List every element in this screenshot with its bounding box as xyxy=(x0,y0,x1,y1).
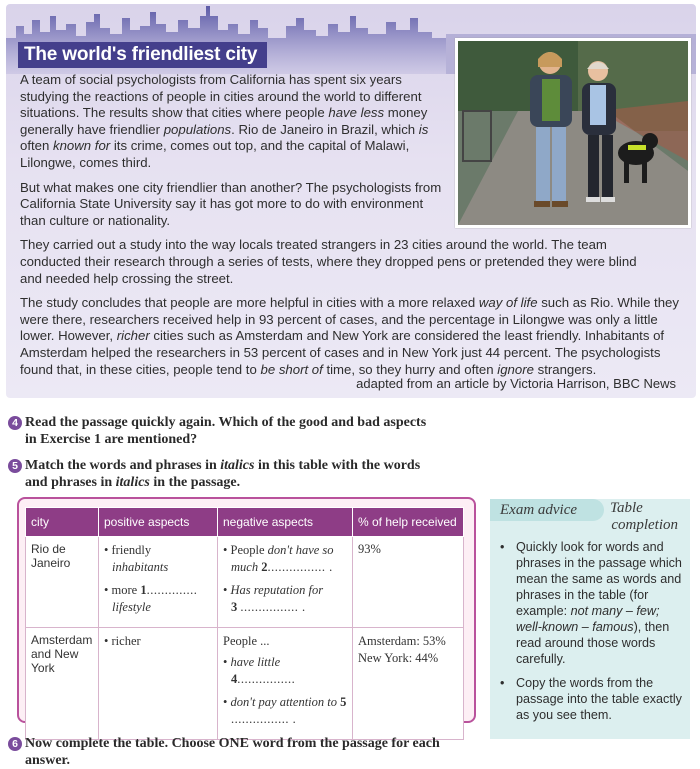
table-header-row xyxy=(26,508,464,537)
cell-city-amsterdam: Amsterdam and New York xyxy=(26,628,99,740)
exam-advice-item-2: • Copy the words from the passage into the table exactly as you see them. xyxy=(498,675,684,723)
cell-negative-amsterdam: People ... • have little 4................ • don't pay attention to 5 ................ . xyxy=(218,628,353,740)
table-row-rio xyxy=(26,537,464,628)
header-help-percent: % of help received xyxy=(353,508,464,537)
exercise-6: 6 Now complete the table. Choose ONE word from the passage for each answer. xyxy=(8,735,440,769)
exercise-4: 4 Read the passage quickly again. Which of the good and bad aspects in Exercise 1 are mentioned? xyxy=(8,414,426,448)
article-paragraph-2: But what makes one city friendlier than another? The psychologists from California State University say it has got more to do with environment than culture or nationality. xyxy=(20,179,442,228)
exercise-5: 5 Match the words and phrases in italics in this table with the words and phrases in italics in the passage. xyxy=(8,457,420,491)
article-paragraph-3: They carried out a study into the way locals treated strangers in 23 cities around the world. The team conducted their research through a series of tests, where they dropped pens or pretended they were blind and needed help crossing the street. xyxy=(20,237,637,286)
exam-advice-title: Table xyxy=(610,500,643,516)
exam-advice-subtitle: completion xyxy=(611,517,678,533)
header-city: city xyxy=(26,508,99,537)
cell-positive-rio: • friendly inhabitants • more 1.............. lifestyle xyxy=(99,537,218,628)
gap-5-number: 5 xyxy=(340,695,347,709)
cell-percent-amsterdam: Amsterdam: 53% New York: 44% xyxy=(353,628,464,740)
gap-3-number: 3 xyxy=(231,600,238,614)
exam-advice-box xyxy=(490,499,690,739)
article-paragraph-4: The study concludes that people are more helpful in cities with a more relaxed way of life such as Rio. While they were there, researchers received help in 93 percent of cases, and the percentage in Lilongwe was only a little lower. However, richer cities such as Amsterdam and New York are considered the least friendly. Inhabitants of Amsterdam helped the researchers in 53 percent of cases and in New York just 44 percent. The psychologists found that, in these cities, people tend to be short of time, so they hurry and often ignore strangers. xyxy=(20,295,679,377)
exam-advice-item-1: • Quickly look for words and phrases in the passage which mean the same as words and phrases in the table (for example: not many – few; well-known – famous), then read around those words carefully. xyxy=(498,539,684,667)
article-title: The world's friendliest city xyxy=(18,42,267,68)
exercise-number-badge: 5 xyxy=(8,459,22,473)
gap-2-blank[interactable]: ................ . xyxy=(267,560,333,574)
exam-advice-header xyxy=(490,499,690,539)
exercise-number-badge: 6 xyxy=(8,737,22,751)
header-negative: negative aspects xyxy=(218,508,353,537)
cell-percent-rio: 93% xyxy=(353,537,464,628)
gap-1-blank[interactable]: .............. xyxy=(146,583,198,597)
cell-city-rio: Rio de Janeiro xyxy=(26,537,99,628)
exam-advice-list xyxy=(498,539,684,731)
gap-4-number: 4 xyxy=(231,672,238,686)
gap-1-number: 1 xyxy=(140,583,147,597)
cell-positive-amsterdam: • richer xyxy=(99,628,218,740)
article-paragraph-1: A team of social psychologists from California has spent six years studying the reactions of people in cities around the world to different situations. The results show that cities where people have less money generally have friendlier populations. Rio de Janeiro in Brazil, which is often known for its crime, comes out top, and the capital of Malawi, Lilongwe, comes third. xyxy=(20,72,429,170)
article-source: adapted from an article by Victoria Harrison, BBC News xyxy=(356,376,676,391)
gap-3-blank[interactable]: ................ . xyxy=(240,600,306,614)
aspects-table-frame xyxy=(17,497,476,726)
table-row-amsterdam-new-york xyxy=(26,628,464,740)
gap-5-blank[interactable]: ................ . xyxy=(231,712,297,726)
gap-4-blank[interactable]: ................ xyxy=(237,672,296,686)
header-positive: positive aspects xyxy=(99,508,218,537)
aspects-table xyxy=(25,507,464,740)
article-body xyxy=(20,72,685,386)
exercise-number-badge: 4 xyxy=(8,416,22,430)
exam-advice-tag: Exam advice xyxy=(490,499,604,521)
gap-2-number: 2 xyxy=(261,560,268,574)
reading-panel xyxy=(6,4,696,398)
cell-negative-rio: • People don't have so much 2................ . • Has reputation for 3 ................ . xyxy=(218,537,353,628)
